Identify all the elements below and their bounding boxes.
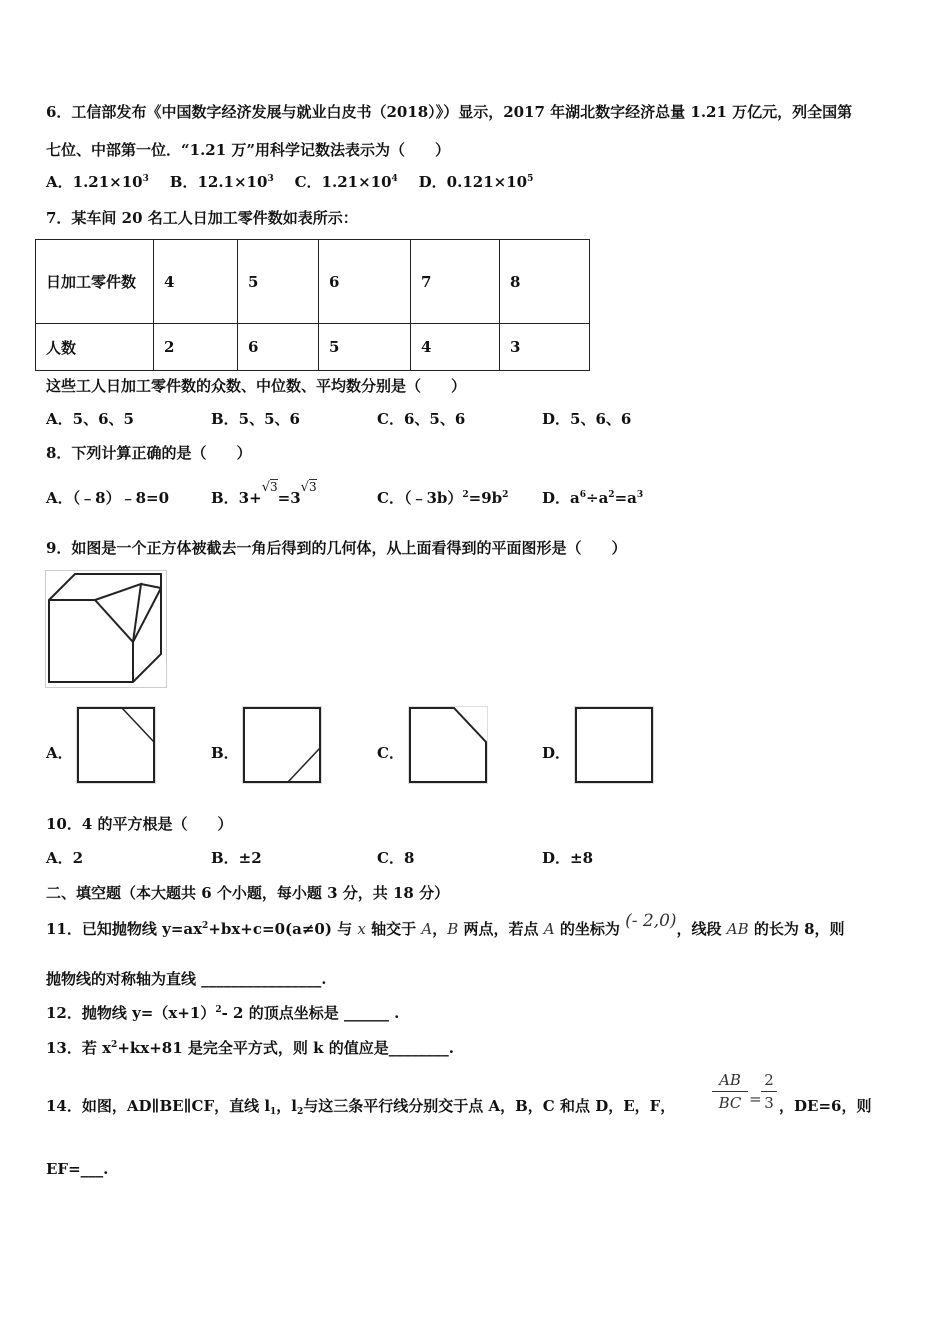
q8-opt-c: C．$(﹣3b)^2=9b^2$ (377, 489, 509, 507)
q12: 12．抛物线 $y=(x+1)^2-$ 2 的顶点坐标是 ______ . (46, 1004, 400, 1022)
q14-line1: 14．如图，AD∥BE∥CF，直线 $l_1$，$l_2$与这三条平行线分别交于点 A，B，C 和点 D，E，F， (46, 1097, 676, 1117)
q9-opt-a: A． (46, 744, 73, 762)
q7-opt-d: D．5、6、6 (542, 410, 632, 428)
q7-header-cell: 7 (411, 240, 500, 324)
q10-opt-c: C．8 (377, 849, 415, 867)
q9-option-a-figure (76, 706, 156, 784)
q7-opt-c: C．6、5、6 (377, 410, 466, 428)
q14-line2: EF=___. (46, 1160, 109, 1178)
q9-opt-d: D． (542, 744, 571, 762)
q6-line2: 七位、中部第一位．“1.21 万”用科学记数法表示为（ ） (46, 141, 451, 159)
q7-header-label: 日加工零件数 (36, 240, 154, 324)
q7-row-cell: 6 (238, 324, 319, 371)
q11-line2: 抛物线的对称轴为直线 ________________. (46, 970, 327, 988)
q14-equals: = (749, 1090, 762, 1108)
q9-option-b-figure (242, 706, 322, 784)
q10-opt-b: B．±2 (211, 849, 262, 867)
q7-opt-a: A．5、6、5 (46, 410, 134, 428)
q9-option-c-figure (408, 706, 488, 784)
q8-stem: 8．下列计算正确的是（ ） (46, 444, 252, 462)
q6-opt-c: C．$1.21\times 10^4$ (294, 173, 398, 191)
q7-opt-b: B．5、5、6 (211, 410, 300, 428)
q7-header-cell: 5 (238, 240, 319, 324)
q6-opt-b: B．$12.1\times 10^3$ (169, 173, 274, 191)
q7-table (35, 239, 590, 371)
q11-line1: 11．已知抛物线 $y=ax^2+bx+c=0(a\ne 0)$ 与 x 轴交于 A，B 两点，若点 A 的坐标为 (- 2,0)，线段 AB 的长为 8，则 (46, 911, 845, 938)
q9-option-d-figure (574, 706, 654, 784)
q7-row-cell: 4 (411, 324, 500, 371)
q6-opt-d: D．$0.121\times 10^5$ (418, 173, 534, 191)
q8-opt-b: B．$3+^{√3}=3^{√3}$ (211, 480, 317, 507)
q14-fraction-ab-bc: AB BC (712, 1071, 748, 1112)
table-row (36, 324, 590, 371)
q6-line1: 6．工信部发布《中国数字经济发展与就业白皮书（2018）》）显示，2017 年湖北数字经济总量 1.21 万亿元，列全国第 (46, 103, 853, 121)
q14-tail: ，DE=6，则 (779, 1097, 872, 1115)
q10-stem: 10．4 的平方根是（ ） (46, 815, 233, 833)
q6-options (46, 172, 533, 192)
q10-opt-d: D．±8 (542, 849, 594, 867)
q9-stem: 9．如图是一个正方体被截去一角后得到的几何体，从上面看得到的平面图形是（ ） (46, 539, 627, 557)
q7-row-label: 人数 (36, 324, 154, 371)
q9-opt-c: C． (377, 744, 404, 762)
truncated-cube-figure (45, 570, 167, 688)
q7-stem: 7．某车间 20 名工人日加工零件数如表所示： (46, 209, 358, 227)
q8-opt-d: D．$a^6\div a^2=a^3$ (542, 489, 644, 507)
q10-opt-a: A．2 (46, 849, 84, 867)
table-row (36, 240, 590, 324)
q7-question: 这些工人日加工零件数的众数、中位数、平均数分别是（ ） (46, 377, 467, 395)
q9-opt-b: B． (211, 744, 239, 762)
q7-row-cell: 5 (319, 324, 411, 371)
q7-header-cell: 4 (154, 240, 238, 324)
q14-fraction-2-3: 2 3 (761, 1071, 777, 1112)
q7-header-cell: 6 (319, 240, 411, 324)
q13: 13．若 $x^2+kx+81$ 是完全平方式，则 k 的值应是________. (46, 1039, 454, 1057)
q7-row-cell: 3 (500, 324, 590, 371)
q8-opt-a: A．（﹣8）﹣8=0 (46, 489, 170, 507)
q7-row-cell: 2 (154, 324, 238, 371)
section-2-heading: 二、填空题（本大题共 6 个小题，每小题 3 分，共 18 分） (46, 884, 450, 902)
q7-header-cell: 8 (500, 240, 590, 324)
q6-opt-a: A．$1.21\times 10^3$ (46, 173, 149, 191)
